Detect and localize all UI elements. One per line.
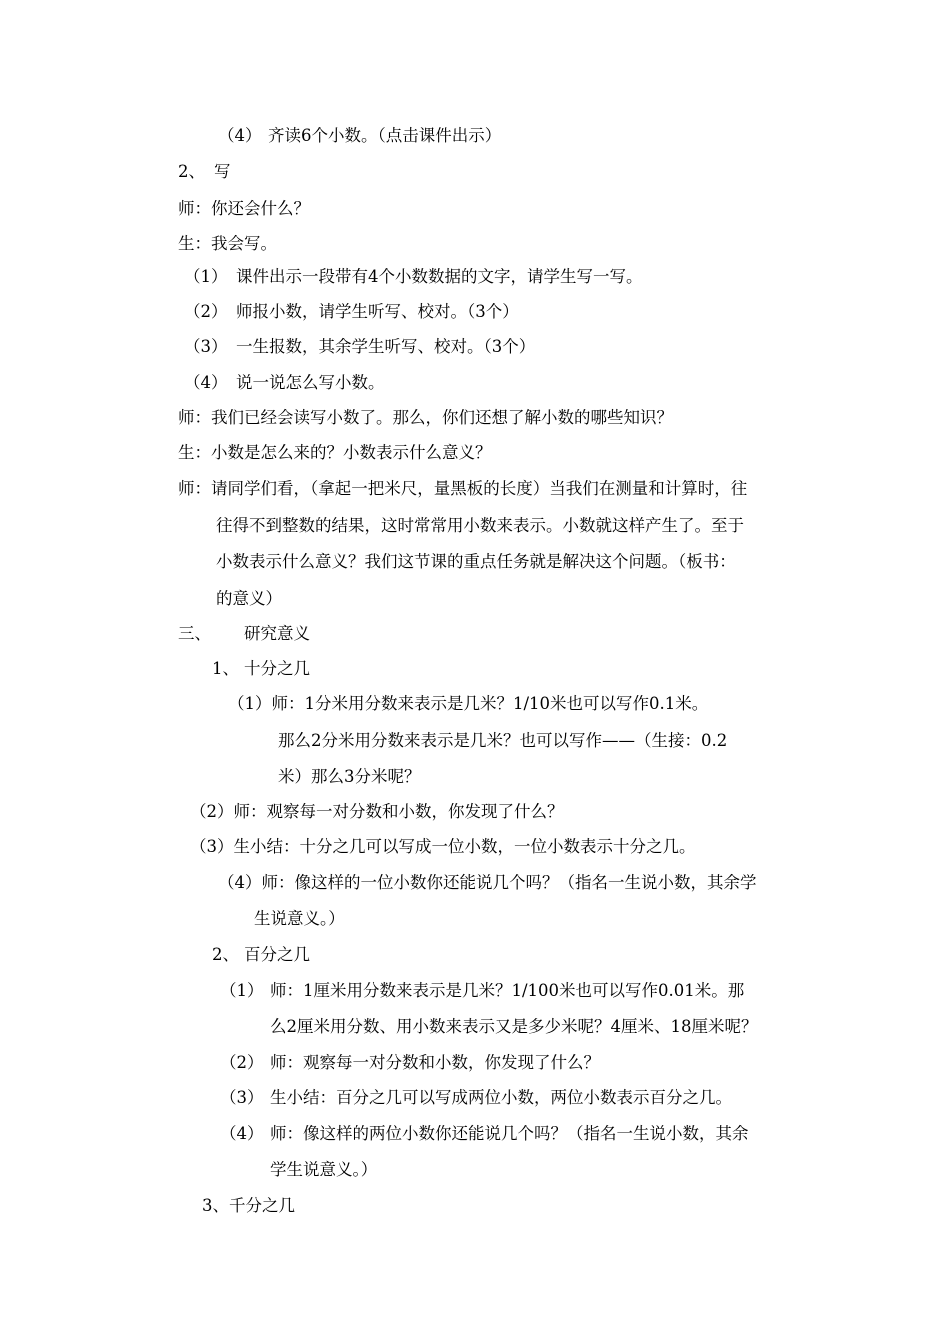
line-text: 那么2分米用分数来表示是几米？也可以写作——（生接：0.2 <box>278 731 728 750</box>
text-line <box>178 406 673 430</box>
text-line <box>270 1158 377 1182</box>
text-line <box>218 124 501 148</box>
text-line <box>178 160 231 184</box>
text-line <box>178 622 310 646</box>
line-text: 生小结：百分之几可以写成两位小数，两位小数表示百分之几。 <box>270 1088 732 1107</box>
line-text: 写 <box>214 162 231 181</box>
text-line <box>178 232 277 256</box>
list-marker: （4） <box>218 126 262 145</box>
text-line <box>184 300 519 324</box>
line-text: 齐读6个小数。（点击课件出示） <box>268 126 502 145</box>
text-line <box>212 657 310 681</box>
list-marker: 三、 <box>178 624 211 643</box>
text-line <box>278 729 727 753</box>
line-text: （2）师：观察每一对分数和小数，你发现了什么？ <box>190 802 564 821</box>
text-line <box>278 765 421 789</box>
line-text: 学生说意义。） <box>270 1160 378 1179</box>
list-marker: 1、 <box>212 659 239 678</box>
text-line <box>184 335 535 359</box>
list-marker: （2） <box>184 302 228 321</box>
text-line <box>178 197 310 221</box>
line-text: 师：你还会什么？ <box>178 199 310 218</box>
text-line <box>228 692 708 716</box>
list-marker: （1） <box>220 981 264 1000</box>
text-line <box>220 979 744 1003</box>
line-text: 师：像这样的两位小数你还能说几个吗？（指名一生说小数，其余 <box>270 1124 749 1143</box>
list-marker: （4） <box>184 373 228 392</box>
text-line <box>178 441 492 465</box>
line-text: （1）师：1分米用分数来表示是几米？1/10米也可以写作0.1米。 <box>228 694 709 713</box>
line-text: 3、千分之几 <box>202 1196 295 1215</box>
text-line <box>216 550 736 574</box>
text-line <box>202 1194 295 1218</box>
line-text: 的意义） <box>216 589 282 608</box>
list-marker: （3） <box>220 1088 264 1107</box>
line-text: 小数表示什么意义？我们这节课的重点任务就是解决这个问题。（板书： <box>216 552 736 571</box>
line-text: 往得不到整数的结果，这时常常用小数来表示。小数就这样产生了。至于 <box>216 516 744 535</box>
list-marker: （4） <box>220 1124 264 1143</box>
text-line <box>184 371 385 395</box>
line-text: 师：1厘米用分数来表示是几米？1/100米也可以写作0.01米。那 <box>270 981 745 1000</box>
line-text: 生：小数是怎么来的？小数表示什么意义？ <box>178 443 492 462</box>
list-marker: （1） <box>184 267 228 286</box>
text-line <box>254 907 345 931</box>
text-line <box>184 265 643 289</box>
text-line <box>220 1086 732 1110</box>
line-text: 师：请同学们看，（拿起一把米尺，量黑板的长度）当我们在测量和计算时，往 <box>178 479 748 498</box>
list-marker: 2、 <box>212 945 239 964</box>
line-text: 米）那么3分米呢？ <box>278 767 421 786</box>
line-text: 十分之几 <box>244 659 310 678</box>
line-text: 研究意义 <box>244 624 310 643</box>
text-line <box>270 1015 758 1039</box>
text-line <box>190 835 696 859</box>
line-text: 师：观察每一对分数和小数，你发现了什么？ <box>270 1053 600 1072</box>
list-marker: 2、 <box>178 162 205 181</box>
line-text: 么2厘米用分数、用小数来表示又是多少米呢？4厘米、18厘米呢？ <box>270 1017 758 1036</box>
text-line <box>220 1051 600 1075</box>
line-text: 说一说怎么写小数。 <box>236 373 385 392</box>
list-marker: （3） <box>184 337 228 356</box>
line-text: 生说意义。） <box>254 909 345 928</box>
text-line <box>220 1122 749 1146</box>
text-line <box>212 943 310 967</box>
text-line <box>190 800 564 824</box>
line-text: 百分之几 <box>244 945 310 964</box>
line-text: （4）师：像这样的一位小数你还能说几个吗？（指名一生说小数，其余学 <box>218 873 757 892</box>
text-line <box>216 514 744 538</box>
line-text: （3）生小结：十分之几可以写成一位小数，一位小数表示十分之几。 <box>190 837 696 856</box>
line-text: 师：我们已经会读写小数了。那么，你们还想了解小数的哪些知识？ <box>178 408 673 427</box>
line-text: 课件出示一段带有4个小数数据的文字，请学生写一写。 <box>236 267 643 286</box>
line-text: 生：我会写。 <box>178 234 277 253</box>
list-marker: （2） <box>220 1053 264 1072</box>
text-line <box>178 477 747 501</box>
text-line <box>218 871 757 895</box>
line-text: 一生报数，其余学生听写、校对。（3个） <box>236 337 536 356</box>
line-text: 师报小数，请学生听写、校对。（3个） <box>236 302 519 321</box>
text-line <box>216 587 282 611</box>
